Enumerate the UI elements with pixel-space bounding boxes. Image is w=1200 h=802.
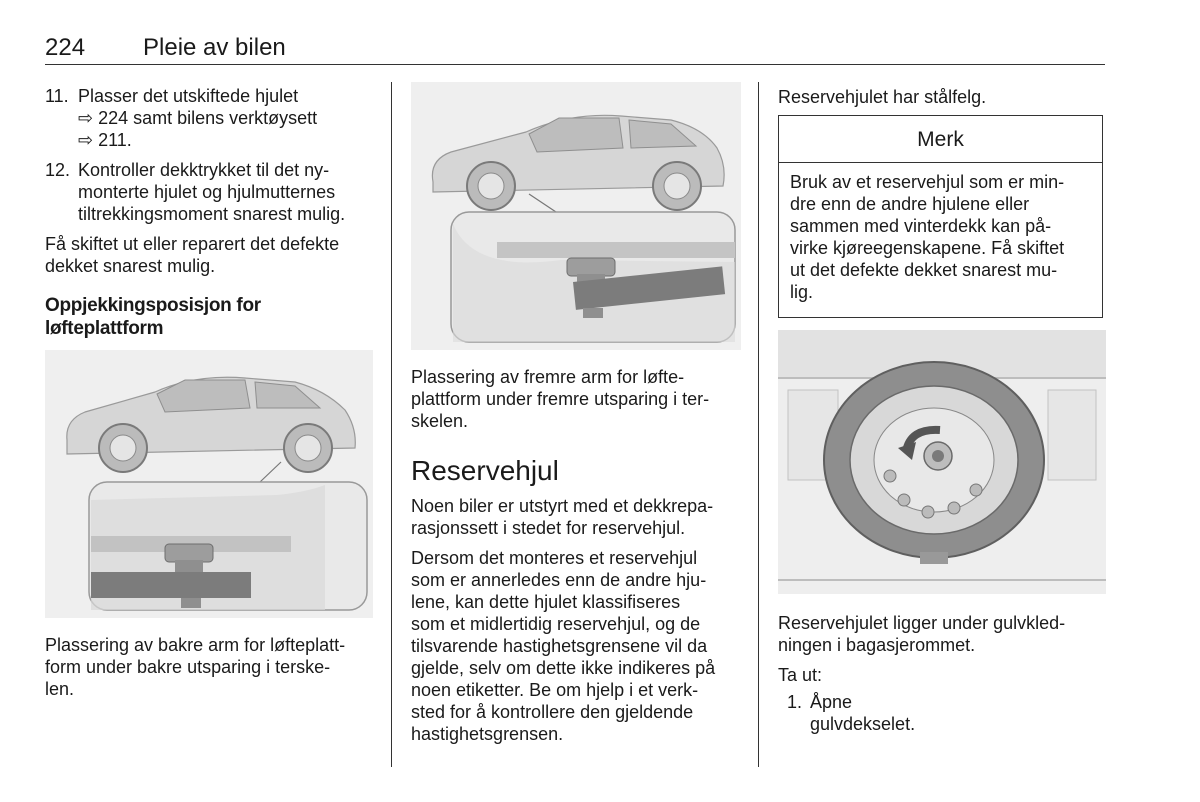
rear-lift-caption: Plassering av bakre arm for løfteplatt- form under bakre utsparing i terske- len. [45, 635, 346, 699]
remove-label: Ta ut: [778, 665, 823, 685]
spare-wheel-trunk-illustration [778, 330, 1106, 594]
lift-platform-heading: Oppjekkingsposisjon for løfteplattform [45, 295, 261, 339]
repair-kit-paragraph: Noen biler er utstyrt med et dekkrepa- rasjonssett i stedet for reservehjul. [411, 496, 714, 538]
front-lift-caption: Plassering av fremre arm for løfte- plattform under fremre utsparing i ter- skelen. [411, 367, 710, 431]
header-rule [45, 64, 1105, 65]
column-divider-2 [758, 82, 759, 767]
step-11-line-1: Plasser det utskiftede hjulet [78, 86, 299, 106]
rear-lift-point-illustration [45, 350, 373, 618]
note-box [778, 115, 1103, 318]
defect-tyre-paragraph: Få skiftet ut eller reparert det defekte dekket snarest mulig. [45, 234, 340, 276]
spare-wheel-heading: Reservehjul [411, 455, 559, 486]
spare-location-caption: Reservehjulet ligger under gulvkled- ningen i bagasjerommet. [778, 613, 1066, 655]
steel-rim-text: Reservehjulet har stålfelg. [778, 87, 987, 107]
front-lift-point-illustration [411, 82, 741, 350]
note-title: Merk [779, 116, 1102, 163]
step-11-line-2[interactable]: ⇨ 224 samt bilens verktøysett [78, 108, 318, 128]
page-number: 224 [45, 34, 86, 61]
note-body: Bruk av et reservehjul som er min- dre enn de andre hjulene eller sammen med vinterdekk kan på- virke kjøreegenskapene. Få skiftet ut det defekte dekket snarest mu- lig. [790, 172, 1065, 302]
step-11-line-3[interactable]: ⇨ 211. [78, 130, 132, 150]
temporary-spare-paragraph: Dersom det monteres et reservehjul som er annerledes enn de andre hju- lene, kan dette hjulet klassifiseres som et midlertidig reservehjul, og de tilsvarende hastighetsgrensene vil da gjelde, selv om dette ikke indikeres på noen etiketter. Be om hjelp i et verk- sted for å kontrollere den gjeldende hastighetsgrensen. [411, 548, 716, 744]
page-title: Pleie av bilen [143, 34, 286, 61]
